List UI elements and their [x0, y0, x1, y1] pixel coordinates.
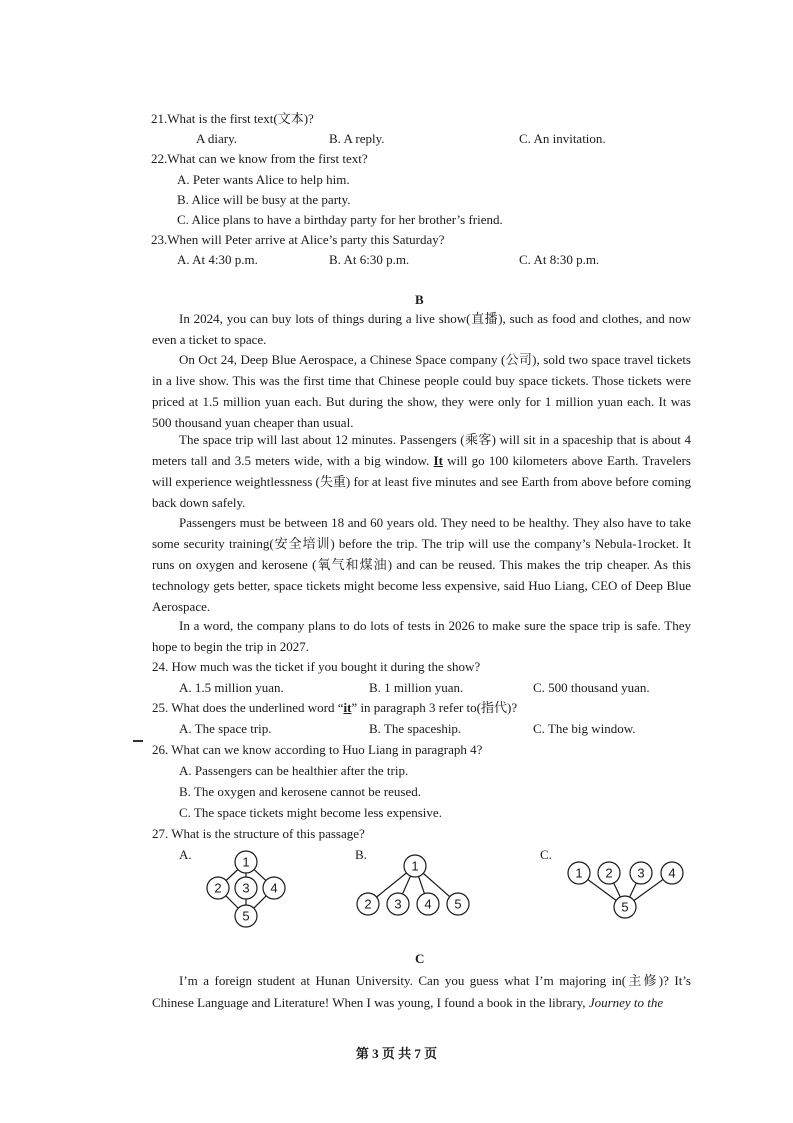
q24-option-a: A. 1.5 million yuan. [179, 680, 284, 695]
structure-diagram-b [352, 848, 477, 922]
q22-option-a: A. Peter wants Alice to help him. [177, 172, 350, 187]
section-b-paragraph-5: In a word, the company plans to do lots of tests in 2026 to make sure the space trip is safe. They hope to begin the trip in 2027. [152, 618, 691, 654]
q25-stem-after: ” in paragraph 3 refer to(指代)? [351, 700, 518, 715]
svg-text:1: 1 [411, 858, 419, 874]
diagram-b-node-1 [404, 855, 426, 877]
q26-option-c: C. The space tickets might become less expensive. [179, 805, 442, 820]
q25-option-a: A. The space trip. [179, 721, 272, 736]
svg-text:2: 2 [364, 896, 372, 912]
svg-text:5: 5 [454, 896, 462, 912]
svg-text:4: 4 [424, 896, 432, 912]
svg-text:3: 3 [637, 865, 645, 881]
book-title: Journey to the [588, 995, 664, 1010]
q23-stem: 23.When will Peter arrive at Alice’s party this Saturday? [151, 232, 445, 247]
q26-option-b: B. The oxygen and kerosene cannot be reused. [179, 784, 421, 799]
diagram-a-node-2 [207, 877, 229, 899]
diagram-b-node-3 [387, 893, 409, 915]
diagram-a-node-3 [235, 877, 257, 899]
section-b-paragraph-2: On Oct 24, Deep Blue Aerospace, a Chinese Space company (公司), sold two space travel tickets in a live show. This was the first time that Chinese people could buy space tickets. Those tickets were priced at 1.5 million yuan each. But during the show, they were only for 1 million yuan each. It was 500 thousand yuan cheaper than usual. [152, 352, 691, 430]
diagram-a-node-1 [235, 851, 257, 873]
diagram-c-node-4 [661, 862, 683, 884]
structure-diagram-c [563, 857, 689, 923]
svg-text:2: 2 [214, 880, 222, 896]
structure-diagram-a [200, 846, 296, 932]
margin-dash-mark [133, 740, 143, 742]
diagram-b-node-2 [357, 893, 379, 915]
section-b-paragraph-3 [152, 430, 691, 514]
q23-option-b: B. At 6:30 p.m. [329, 252, 410, 267]
svg-text:3: 3 [242, 880, 250, 896]
q27-stem: 27. What is the structure of this passage? [152, 826, 365, 841]
q22-stem: 22.What can we know from the first text? [151, 151, 368, 166]
q27-option-b-label: B. [355, 847, 367, 862]
section-b-heading: B [415, 292, 424, 307]
svg-text:2: 2 [605, 865, 613, 881]
q26-stem: 26. What can we know according to Huo Liang in paragraph 4? [152, 742, 483, 757]
svg-text:5: 5 [621, 899, 629, 915]
section-c-heading: C [415, 951, 425, 966]
q21-stem: 21.What is the first text(文本)? [151, 111, 314, 126]
diagram-c-node-1 [568, 862, 590, 884]
svg-text:4: 4 [668, 865, 676, 881]
q25-stem-before: 25. What does the underlined word “ [152, 700, 344, 715]
svg-text:4: 4 [270, 880, 278, 896]
q25-option-b: B. The spaceship. [369, 721, 462, 736]
q25-underlined-word: it [343, 700, 352, 715]
q24-option-c: C. 500 thousand yuan. [533, 680, 650, 695]
q27-option-a-label: A. [179, 847, 192, 862]
diagram-c-node-5 [614, 896, 636, 918]
paragraph-3-text-after: will go 100 kilometers above Earth. Travelers will experience weightlessness (失重) for at least five minutes and see Earth from above before coming back down safely. [152, 452, 691, 510]
q26-option-a: A. Passengers can be healthier after the trip. [179, 763, 409, 778]
q24-option-b: B. 1 million yuan. [369, 680, 464, 695]
q23-option-a: A. At 4:30 p.m. [177, 252, 258, 267]
svg-text:3: 3 [394, 896, 402, 912]
section-b-paragraph-4: Passengers must be between 18 and 60 years old. They need to be healthy. They also have to take some security training(安全培训) before the trip. The trip will use the company’s Nebula-1rocket. It runs on oxygen and kerosene (氧气和煤油) and can be reused. This makes the trip cheaper. As this technology gets better, space tickets might become less expensive, said Huo Liang, CEO of Deep Blue Aerospace. [152, 515, 691, 614]
section-c-paragraph-text: I’m a foreign student at Hunan University. Can you guess what I’m majoring in(主修)? It’s Chinese Language and Literature! When I was young, I found a book in the library, [152, 973, 691, 1010]
diagram-b-node-5 [447, 893, 469, 915]
svg-text:1: 1 [575, 865, 583, 881]
diagram-c-node-3 [630, 862, 652, 884]
q22-option-b: B. Alice will be busy at the party. [177, 192, 351, 207]
q22-option-c: C. Alice plans to have a birthday party for her brother’s friend. [177, 212, 503, 227]
q25-option-c: C. The big window. [533, 721, 636, 736]
q23-option-c: C. At 8:30 p.m. [519, 252, 600, 267]
q21-option-a: A diary. [196, 131, 238, 146]
q25-stem [152, 700, 517, 716]
paragraph-3-text-before: The space trip will last about 12 minutes. Passengers (乘客) will sit in a spaceship that is about 4 meters tall and 3.5 meters wide, with a big window. [152, 432, 691, 468]
svg-text:1: 1 [242, 854, 250, 870]
diagram-a-node-4 [263, 877, 285, 899]
q24-stem: 24. How much was the ticket if you bought it during the show? [152, 659, 481, 674]
svg-text:5: 5 [242, 908, 250, 924]
q21-option-b: B. A reply. [329, 131, 385, 146]
page-number-footer: 第 3 页 共 7 页 [355, 1046, 438, 1061]
diagram-a-node-5 [235, 905, 257, 927]
section-c-paragraph-1 [152, 970, 691, 1014]
diagram-b-node-4 [417, 893, 439, 915]
section-b-paragraph-1: In 2024, you can buy lots of things during a live show(直播), such as food and clothes, and now even a ticket to space. [152, 311, 691, 347]
underlined-word-it: It [433, 452, 443, 468]
q27-option-c-label: C. [540, 847, 552, 862]
q21-option-c: C. An invitation. [519, 131, 606, 146]
diagram-c-node-2 [598, 862, 620, 884]
